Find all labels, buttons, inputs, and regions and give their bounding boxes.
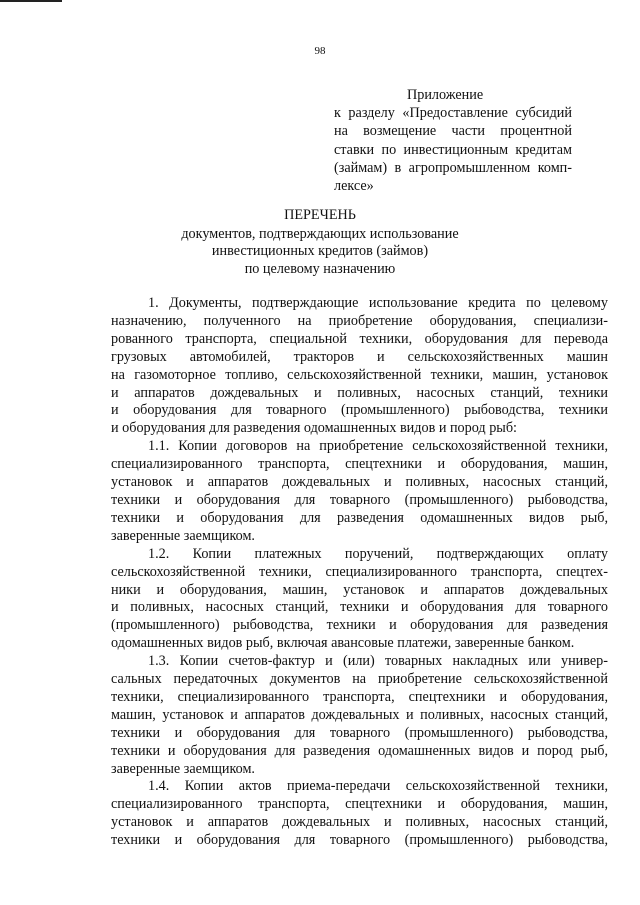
heading-subtitle-line: инвестиционных кредитов (займов) xyxy=(211,243,429,260)
body-text-line: техники и оборудования для разведения одомашненных видов рыб, xyxy=(111,509,608,526)
appendix-line: на возмещение части процентной xyxy=(334,123,572,140)
appendix-line: к разделу «Предоставление субсидий xyxy=(334,105,572,122)
body-text-line: 1.3. Копии счетов-фактур и (или) товарных накладных или универ- xyxy=(148,653,608,670)
body-text-line: 1.1. Копии договоров на приобретение сельскохозяйственной техники, xyxy=(148,438,608,455)
body-text-line: грузовых автомобилей, тракторов и сельскохозяйственных машин xyxy=(111,348,608,365)
body-text-line: техники и оборудования для товарного (промышленного) рыбоводства, xyxy=(111,491,608,508)
body-text-line: на газомоторное топливо, сельскохозяйственной техники, машин, установок xyxy=(111,366,608,383)
body-text-line: 1.4. Копии актов приема-передачи сельскохозяйственной техники, xyxy=(148,778,608,795)
document-body xyxy=(111,295,608,850)
appendix-line: лексе» xyxy=(334,178,374,195)
body-text-line: специализированного транспорта, спецтехники и оборудования, машин, xyxy=(111,456,608,473)
top-edge-line xyxy=(0,0,62,2)
body-text-line: техники и оборудования для товарного (промышленного) рыбоводства, xyxy=(111,724,608,741)
body-text-line: одомашненных видов рыб, включая авансовые платежи, заверенные банком. xyxy=(111,635,575,652)
body-text-line: ники и оборудования, машин, установок и аппаратов дождевальных xyxy=(111,581,608,598)
document-heading xyxy=(150,207,490,278)
body-text-line: техники и оборудования для товарного (промышленного) рыбоводства, xyxy=(111,832,608,849)
body-text-line: сельскохозяйственной техники, специализированного транспорта, спецтех- xyxy=(111,563,608,580)
body-text-line: техники и оборудования для разведения одомашненных видов и пород рыб, xyxy=(111,742,608,759)
body-text-line: заверенные заемщиком. xyxy=(111,760,255,777)
body-text-line: (промышленного) рыбоводства, техники и оборудования для разведения xyxy=(111,617,608,634)
body-text-line: 1. Документы, подтверждающие использование кредита по целевому xyxy=(148,295,608,311)
appendix-block xyxy=(334,86,572,195)
body-text-line: техники, специализированного транспорта, спецтехники и оборудования, xyxy=(111,688,608,705)
appendix-line: (займам) в агропромышленном комп- xyxy=(334,159,572,176)
body-text-line: и оборудования для товарного (промышленного) рыбоводства, техники xyxy=(111,402,608,419)
body-text-line: и поливных, насосных станций, техники и оборудования для товарного xyxy=(111,599,608,616)
appendix-line: Приложение xyxy=(407,87,484,103)
body-text-line: заверенные заемщиком. xyxy=(111,527,255,544)
body-text-line: установок и аппаратов дождевальных и поливных, насосных станций, xyxy=(111,814,608,831)
body-text-line: рованного транспорта, специальной техники, оборудования для перевода xyxy=(111,330,608,347)
heading-subtitle-line: по целевому назначению xyxy=(244,260,396,277)
body-text-line: установок и аппаратов дождевальных и поливных, насосных станций, xyxy=(111,474,608,491)
body-text-line: сальных передаточных документов на приобретение сельскохозяйственной xyxy=(111,671,608,688)
heading-subtitle-line: документов, подтверждающих использование xyxy=(181,225,459,242)
heading-title: ПЕРЕЧЕНЬ xyxy=(284,207,356,223)
appendix-line: ставки по инвестиционным кредитам xyxy=(334,141,572,158)
body-text-line: и аппаратов дождевальных и поливных, насосных станций, техники xyxy=(111,384,608,401)
body-text-line: специализированного транспорта, спецтехники и оборудования, машин, xyxy=(111,796,608,813)
body-text-line: назначению, полученного на приобретение оборудования, специализи- xyxy=(111,312,608,329)
page-number: 98 xyxy=(314,45,326,57)
body-text-line: и оборудования для разведения одомашненных видов и пород рыб: xyxy=(111,420,517,437)
body-text-line: 1.2. Копии платежных поручений, подтверждающих оплату xyxy=(148,545,608,562)
body-text-line: машин, установок и аппаратов дождевальных и поливных, насосных станций, xyxy=(111,706,608,723)
